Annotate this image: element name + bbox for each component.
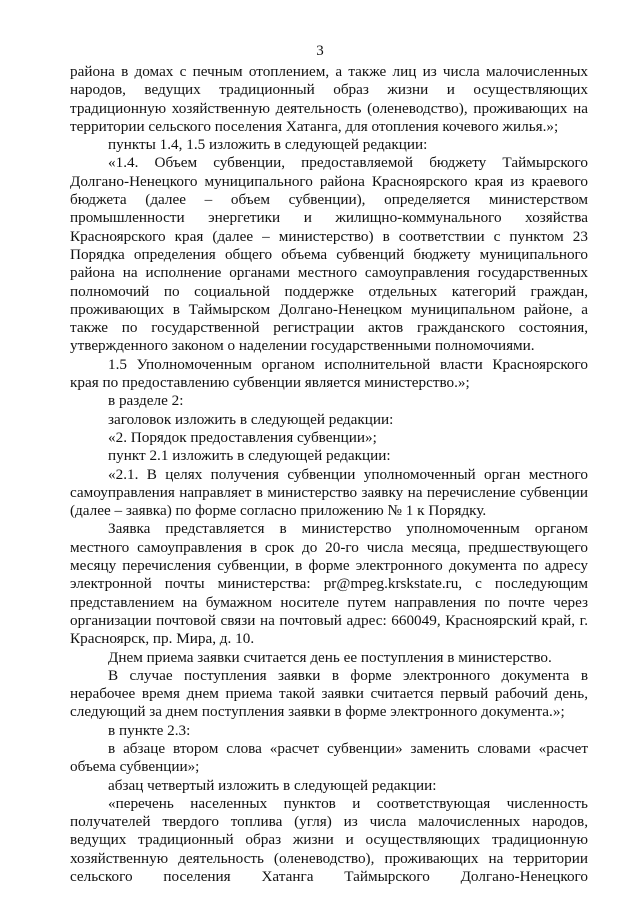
paragraph-2: пункты 1.4, 1.5 изложить в следующей редакции: bbox=[108, 136, 428, 154]
paragraph-6: заголовок изложить в следующей редакции: bbox=[108, 410, 394, 428]
paragraph-12: В случае поступления заявки в форме электронного документа в нерабочее время днем приема такой заявки считается первый рабочий день, следующий за днем поступления заявки в форме электронного документа.»; bbox=[70, 666, 588, 721]
paragraph-15: абзац четвертый изложить в следующей редакции: bbox=[108, 776, 437, 794]
paragraph-4: 1.5 Уполномоченным органом исполнительной власти Красноярского края по предоставлению субвенции является министерство.»; bbox=[70, 355, 588, 392]
paragraph-10: Заявка представляется в министерство уполномоченным органом местного самоуправления в срок до 20-го числа месяца, предшествующего месяцу перечисления субвенции, в форме электронного документа по адресу электронной почты министерства: pr@mpeg.krskstate.ru, с последующим представлением на бумажном носителе путем направления по почте через организации почтовой связи на почтовый адрес: 660049, Красноярский край, г. Красноярск, пр. Мира, д. 10. bbox=[70, 520, 588, 648]
paragraph-7: «2. Порядок предоставления субвенции»; bbox=[108, 428, 377, 446]
paragraph-16: «перечень населенных пунктов и соответствующая численность получателей твердого топлива (угля) из числа малочисленных народов, ведущих традиционный образ жизни и осуществляющих традиционную хозяйственную деятельность (оленеводство), проживающих на территории сельского поселения Хатанга Таймырского Долгано-Ненецкого bbox=[70, 794, 588, 886]
paragraph-5: в разделе 2: bbox=[108, 392, 184, 410]
paragraph-13: в пункте 2.3: bbox=[108, 721, 191, 739]
paragraph-3: «1.4. Объем субвенции, предоставляемой бюджету Таймырского Долгано-Ненецкого муниципального района Красноярского края из краевого бюджета (далее – объем субвенции), определяется министерством промышленности энергетики и жилищно-коммунального хозяйства Красноярского края (далее – министерство) в соответствии с пунктом 23 Порядка определения общего объема субвенций бюджету муниципального района на исполнение органами местного самоуправления государственных полномочий по социальной поддержке отдельных категорий граждан, проживающих в Таймырском Долгано-Ненецком муниципальном районе, а также по государственной регистрации актов гражданского состояния, утвержденного законом о наделении государственными полномочиями. bbox=[70, 154, 588, 355]
document-body bbox=[70, 63, 588, 886]
paragraph-14: в абзаце втором слова «расчет субвенции» заменить словами «расчет объема субвенции»; bbox=[70, 739, 588, 776]
page-number: 3 bbox=[316, 43, 324, 59]
paragraph-9: «2.1. В целях получения субвенции уполномоченный орган местного самоуправления направляет в министерство заявку на перечисление субвенции (далее – заявка) по форме согласно приложению № 1 к Порядку. bbox=[70, 465, 588, 520]
paragraph-11: Днем приема заявки считается день ее поступления в министерство. bbox=[108, 648, 552, 666]
paragraph-8: пункт 2.1 изложить в следующей редакции: bbox=[108, 447, 391, 465]
paragraph-1: района в домах с печным отоплением, а также лиц из числа малочисленных народов, ведущих традиционный образ жизни и осуществляющих традиционную хозяйственную деятельность (оленеводство), проживающих на территории сельского поселения Хатанга, для отопления кочевого жилья.»; bbox=[70, 63, 588, 135]
